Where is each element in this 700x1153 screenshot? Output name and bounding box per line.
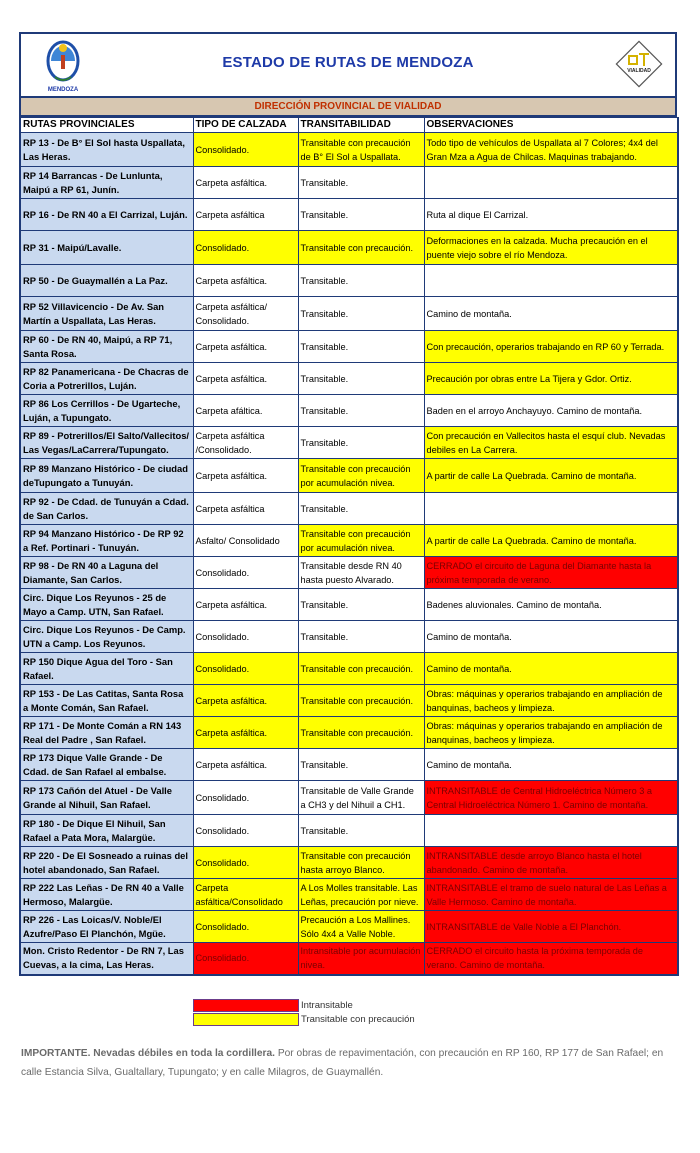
observations-cell: Camino de montaña. [424, 621, 678, 653]
surface-type-cell: Carpeta asfáltica [193, 199, 298, 231]
table-row [20, 297, 678, 331]
surface-type-cell: Consolidado. [193, 847, 298, 879]
transitability-cell: Transitable desde RN 40 hasta puesto Alvarado. [298, 557, 424, 589]
observations-cell: Ruta al dique El Carrizal. [424, 199, 678, 231]
route-name-cell: RP 13 - De B° El Sol hasta Uspallata, Las Heras. [20, 133, 193, 167]
transitability-cell: Transitable con precaución por acumulación nivea. [298, 525, 424, 557]
important-note [21, 1044, 681, 1082]
surface-type-cell: Carpeta asfáltica. [193, 331, 298, 363]
column-header-routes: RUTAS PROVINCIALES [20, 118, 193, 133]
table-row [20, 943, 678, 975]
surface-type-cell: Consolidado. [193, 653, 298, 685]
surface-type-cell: Carpeta asfáltica. [193, 685, 298, 717]
route-name-cell: RP 86 Los Cerrillos - De Ugarteche, Luján, a Tupungato. [20, 395, 193, 427]
surface-type-cell: Carpeta asfáltica. [193, 459, 298, 493]
route-name-cell: Circ. Dique Los Reyunos - De Camp. UTN a Camp. Los Reyunos. [20, 621, 193, 653]
route-name-cell: RP 150 Dique Agua del Toro - San Rafael. [20, 653, 193, 685]
transitability-cell: Precaución a Los Mallines. Sólo 4x4 a Valle Noble. [298, 911, 424, 943]
observations-cell: Con precaución, operarios trabajando en RP 60 y Terrada. [424, 331, 678, 363]
table-row [20, 653, 678, 685]
route-name-cell: RP 222 Las Leñas - De RN 40 a Valle Hermoso, Malargüe. [20, 879, 193, 911]
route-name-cell: RP 50 - De Guaymallén a La Paz. [20, 265, 193, 297]
transitability-cell: Transitable. [298, 331, 424, 363]
transitability-cell: Transitable. [298, 395, 424, 427]
route-name-cell: RP 94 Manzano Histórico - De RP 92 a Ref. Portinari - Tunuyán. [20, 525, 193, 557]
observations-cell: Camino de montaña. [424, 297, 678, 331]
observations-cell: Con precaución en Vallecitos hasta el esquí club. Nevadas debiles en La Carrera. [424, 427, 678, 459]
table-row [20, 459, 678, 493]
column-header-surface: TIPO DE CALZADA [193, 118, 298, 133]
routes-table [19, 117, 679, 976]
route-name-cell: RP 89 Manzano Histórico - De ciudad deTupungato a Tunuyán. [20, 459, 193, 493]
legend-swatch-yellow [193, 1013, 299, 1026]
vialidad-logo [615, 40, 663, 88]
transitability-cell: Transitable con precaución hasta arroyo Blanco. [298, 847, 424, 879]
surface-type-cell: Consolidado. [193, 911, 298, 943]
observations-cell: Precaución por obras entre La Tijera y Gdor. Ortiz. [424, 363, 678, 395]
surface-type-cell: Carpeta asfáltica. [193, 717, 298, 749]
observations-cell: Camino de montaña. [424, 653, 678, 685]
route-name-cell: RP 16 - De RN 40 a El Carrizal, Luján. [20, 199, 193, 231]
surface-type-cell: Carpeta asfáltica. [193, 589, 298, 621]
route-name-cell: RP 60 - De RN 40, Maipú, a RP 71, Santa Rosa. [20, 331, 193, 363]
transitability-cell: Transitable con precaución. [298, 231, 424, 265]
transitability-cell: Transitable. [298, 427, 424, 459]
legend-label-precaution: Transitable con precaución [301, 1013, 415, 1025]
table-row [20, 427, 678, 459]
observations-cell: INTRANSITABLE de Central Hidroeléctrica Número 3 a Central Hidroeléctrica Número 1. Camino de montaña. [424, 781, 678, 815]
table-row [20, 781, 678, 815]
surface-type-cell: Consolidado. [193, 943, 298, 975]
route-name-cell: RP 52 Villavicencio - De Av. San Martín a Uspallata, Las Heras. [20, 297, 193, 331]
legend-swatch-red [193, 999, 299, 1012]
observations-cell: Camino de montaña. [424, 749, 678, 781]
transitability-cell: Transitable. [298, 589, 424, 621]
transitability-cell: Transitable con precaución. [298, 685, 424, 717]
table-row [20, 815, 678, 847]
column-header-observations: OBSERVACIONES [424, 118, 678, 133]
legend-label-intransitable: Intransitable [301, 999, 353, 1011]
surface-type-cell: Carpeta asfáltica. [193, 265, 298, 297]
route-name-cell: Mon. Cristo Redentor - De RN 7, Las Cuevas, a la cima, Las Heras. [20, 943, 193, 975]
surface-type-cell: Carpeta asfáltica/Consolidado [193, 879, 298, 911]
transitability-cell: Transitable. [298, 815, 424, 847]
route-name-cell: RP 173 Dique Valle Grande - De Cdad. de San Rafael al embalse. [20, 749, 193, 781]
route-name-cell: RP 14 Barrancas - De Lunlunta, Maipú a RP 61, Junín. [20, 167, 193, 199]
observations-cell: Obras: máquinas y operarios trabajando en ampliación de banquinas, bacheos y limpieza. [424, 717, 678, 749]
table-row [20, 685, 678, 717]
observations-cell: Deformaciones en la calzada. Mucha precaución en el puente viejo sobre el río Mendoza. [424, 231, 678, 265]
transitability-cell: Transitable con precaución por acumulación nivea. [298, 459, 424, 493]
subtitle-bar: DIRECCIÓN PROVINCIAL DE VIALIDAD [19, 96, 677, 117]
surface-type-cell: Asfalto/ Consolidado [193, 525, 298, 557]
table-row [20, 133, 678, 167]
column-header-transit: TRANSITABILIDAD [298, 118, 424, 133]
observations-cell [424, 815, 678, 847]
transitability-cell: Transitable. [298, 199, 424, 231]
transitability-cell: Transitable. [298, 167, 424, 199]
table-row [20, 363, 678, 395]
table-row [20, 621, 678, 653]
table-row [20, 395, 678, 427]
route-name-cell: RP 153 - De Las Catitas, Santa Rosa a Monte Comán, San Rafael. [20, 685, 193, 717]
table-header-row [20, 118, 678, 133]
observations-cell [424, 493, 678, 525]
observations-cell [424, 167, 678, 199]
surface-type-cell: Consolidado. [193, 781, 298, 815]
legend [193, 998, 415, 1026]
surface-type-cell: Carpeta asfáltica. [193, 363, 298, 395]
transitability-cell: Transitable con precaución. [298, 717, 424, 749]
transitability-cell: Transitable de Valle Grande a CH3 y del Nihuil a CH1. [298, 781, 424, 815]
transitability-cell: A Los Molles transitable. Las Leñas, precaución por nieve. [298, 879, 424, 911]
important-note-bold: IMPORTANTE. Nevadas débiles en toda la cordillera. [21, 1048, 276, 1059]
observations-cell: A partir de calle La Quebrada. Camino de montaña. [424, 525, 678, 557]
route-name-cell: RP 31 - Maipú/Lavalle. [20, 231, 193, 265]
table-row [20, 525, 678, 557]
route-name-cell: RP 82 Panamericana - De Chacras de Coria a Potrerillos, Luján. [20, 363, 193, 395]
table-row [20, 911, 678, 943]
table-row [20, 265, 678, 297]
surface-type-cell: Carpeta asfáltica [193, 493, 298, 525]
surface-type-cell: Carpeta asfáltica. [193, 749, 298, 781]
transitability-cell: Transitable. [298, 265, 424, 297]
table-row [20, 557, 678, 589]
observations-cell: Baden en el arroyo Anchayuyo. Camino de montaña. [424, 395, 678, 427]
surface-type-cell: Carpeta asfáltica. [193, 167, 298, 199]
route-name-cell: RP 173 Cañón del Atuel - De Valle Grande al Nihuil, San Rafael. [20, 781, 193, 815]
table-row [20, 749, 678, 781]
transitability-cell: Transitable. [298, 297, 424, 331]
table-row [20, 717, 678, 749]
surface-type-cell: Carpeta afáltica. [193, 395, 298, 427]
observations-cell: A partir de calle La Quebrada. Camino de montaña. [424, 459, 678, 493]
route-name-cell: RP 220 - De El Sosneado a ruinas del hotel abandonado, San Rafael. [20, 847, 193, 879]
transitability-cell: Transitable. [298, 749, 424, 781]
legend-item-precaution [193, 1012, 415, 1026]
table-row [20, 493, 678, 525]
transitability-cell: Transitable con precaución de B° El Sol a Uspallata. [298, 133, 424, 167]
table-row [20, 331, 678, 363]
surface-type-cell: Consolidado. [193, 815, 298, 847]
surface-type-cell: Consolidado. [193, 621, 298, 653]
legend-item-intransitable [193, 998, 415, 1012]
route-name-cell: Circ. Dique Los Reyunos - 25 de Mayo a Camp. UTN, San Rafael. [20, 589, 193, 621]
observations-cell: INTRANSITABLE desde arroyo Blanco hasta el hotel abandonado. Camino de montaña. [424, 847, 678, 879]
route-name-cell: RP 89 - Potrerillos/El Salto/Vallecitos/ Las Vegas/LaCarrera/Tupungato. [20, 427, 193, 459]
mendoza-logo-text: MENDOZA [47, 87, 79, 93]
observations-cell: Badenes aluvionales. Camino de montaña. [424, 589, 678, 621]
observations-cell: INTRANSITABLE de Valle Noble a El Planchón. [424, 911, 678, 943]
vialidad-logo-text: VIALIDAD [627, 68, 651, 74]
table-row [20, 847, 678, 879]
surface-type-cell: Carpeta asfáltica /Consolidado. [193, 427, 298, 459]
report-header [19, 32, 677, 96]
observations-cell: INTRANSITABLE el tramo de suelo natural de Las Leñas a Valle Hermoso. Camino de montaña. [424, 879, 678, 911]
observations-cell [424, 265, 678, 297]
table-row [20, 231, 678, 265]
table-row [20, 879, 678, 911]
observations-cell: Todo tipo de vehículos de Uspallata al 7 Colores; 4x4 del Gran Mza a Agua de Chilcas. Maquinas trabajando. [424, 133, 678, 167]
route-name-cell: RP 226 - Las Loicas/V. Noble/El Azufre/Paso El Planchón, Mgüe. [20, 911, 193, 943]
surface-type-cell: Carpeta asfáltica/ Consolidado. [193, 297, 298, 331]
transitability-cell: Transitable. [298, 363, 424, 395]
route-name-cell: RP 98 - De RN 40 a Laguna del Diamante, San Carlos. [20, 557, 193, 589]
table-row [20, 199, 678, 231]
transitability-cell: Transitable con precaución. [298, 653, 424, 685]
table-row [20, 589, 678, 621]
table-row [20, 167, 678, 199]
observations-cell: CERRADO el circuito de Laguna del Diamante hasta la próxima temporada de verano. [424, 557, 678, 589]
route-name-cell: RP 180 - De Dique El Nihuil, San Rafael a Pata Mora, Malargüe. [20, 815, 193, 847]
surface-type-cell: Consolidado. [193, 557, 298, 589]
transitability-cell: Transitable. [298, 493, 424, 525]
route-name-cell: RP 171 - De Monte Comán a RN 143 Real del Padre , San Rafael. [20, 717, 193, 749]
observations-cell: Obras: máquinas y operarios trabajando en ampliación de banquinas, bacheos y limpieza. [424, 685, 678, 717]
page-title: ESTADO DE RUTAS DE MENDOZA [222, 54, 474, 71]
surface-type-cell: Consolidado. [193, 133, 298, 167]
route-name-cell: RP 92 - De Cdad. de Tunuyán a Cdad. de San Carlos. [20, 493, 193, 525]
observations-cell: CERRADO el circuito hasta la próxima temporada de verano. Camino de montaña. [424, 943, 678, 975]
transitability-cell: Intransitable por acumulación nivea. [298, 943, 424, 975]
transitability-cell: Transitable. [298, 621, 424, 653]
report-frame [19, 32, 677, 976]
important-note-text: Por obras de repavimentación, con precaución en RP 160, RP 177 de San Rafael; en calle Estancia Silva, Gualtallary, Tupungato; y en calle Milagros, de Guaymallén. [21, 1048, 664, 1078]
surface-type-cell: Consolidado. [193, 231, 298, 265]
